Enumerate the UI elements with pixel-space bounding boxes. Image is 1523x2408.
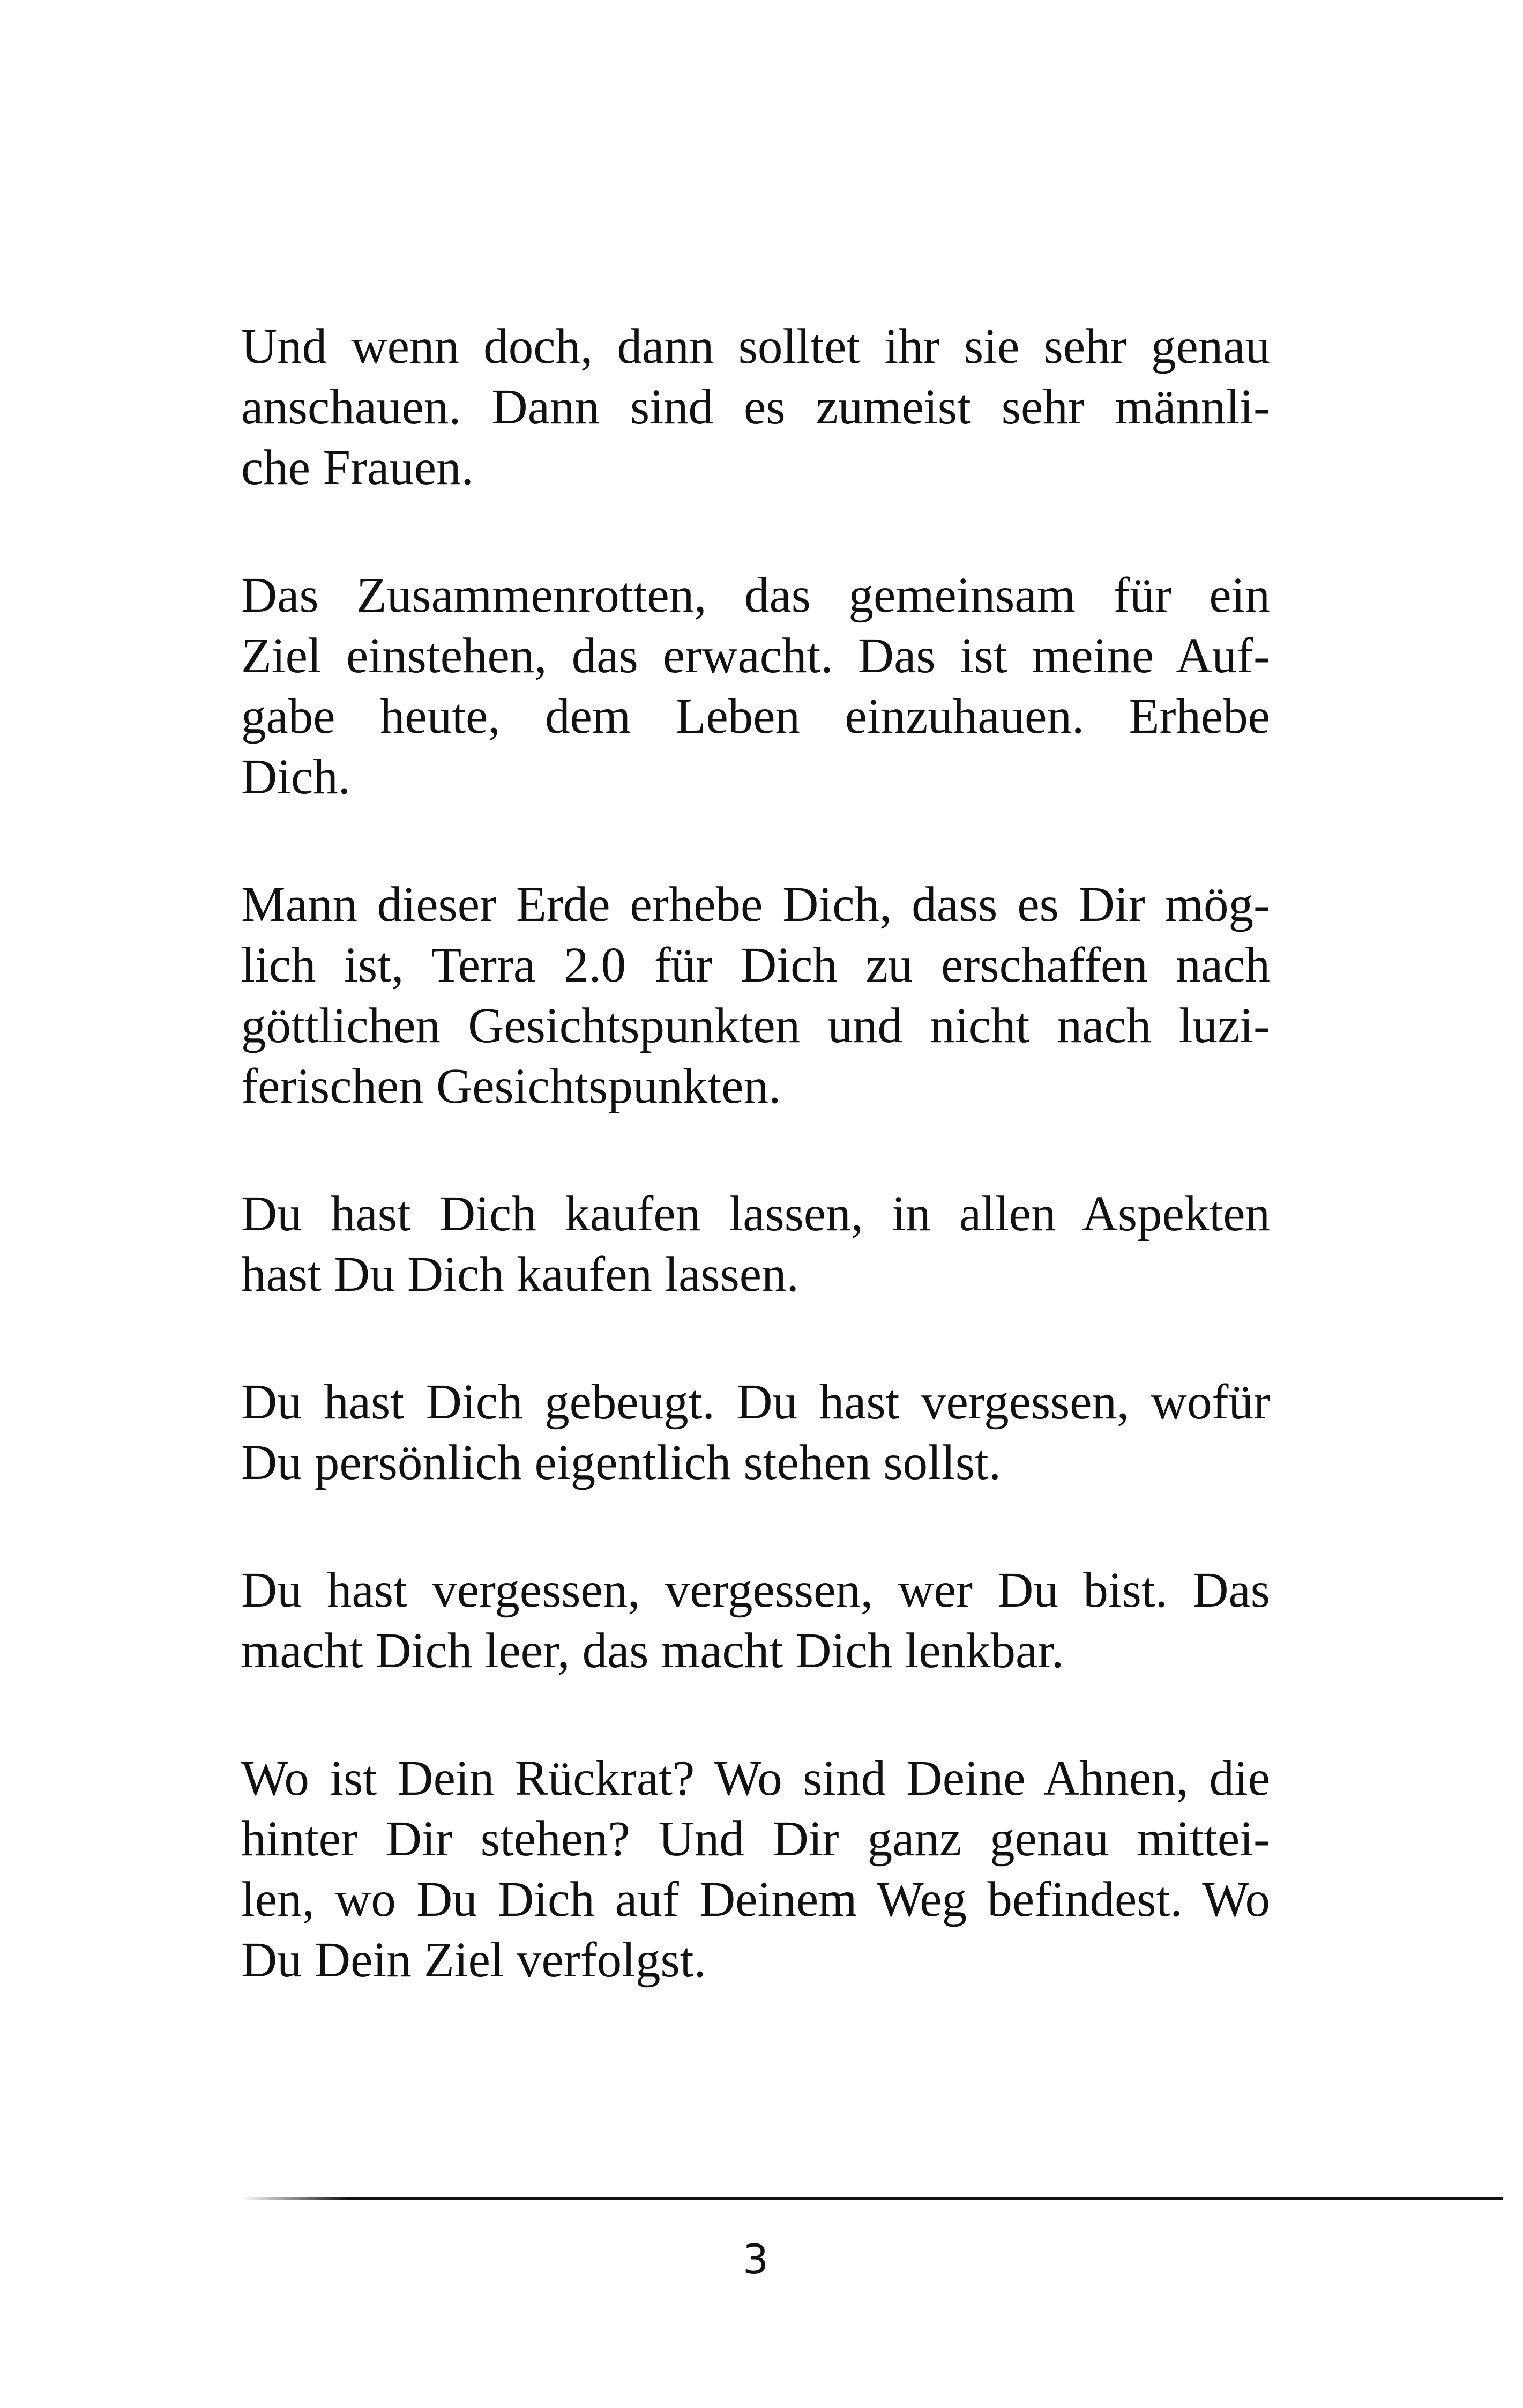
paragraph bbox=[241, 316, 1270, 498]
text-line: che Frauen. bbox=[241, 440, 474, 495]
text-line: anschauen. Dann sind es zumeist sehr männli- bbox=[241, 380, 1270, 435]
paragraph bbox=[241, 1372, 1270, 1493]
text-line: göttlichen Gesichtspunkten und nicht nach luzi- bbox=[241, 998, 1270, 1053]
text-line: macht Dich leer, das macht Dich lenkbar. bbox=[241, 1623, 1064, 1678]
text-line: Du hast Dich gebeugt. Du hast vergessen, wofür bbox=[241, 1374, 1270, 1430]
text-line: Und wenn doch, dann solltet ihr sie sehr genau bbox=[241, 319, 1270, 374]
paragraph bbox=[241, 1184, 1270, 1305]
text-line: ferischen Gesichtspunkten. bbox=[241, 1059, 781, 1114]
text-line: hast Du Dich kaufen lassen. bbox=[241, 1247, 799, 1302]
footer-divider bbox=[241, 2197, 1503, 2200]
paragraph bbox=[241, 1560, 1270, 1681]
text-line: Das Zusammenrotten, das gemeinsam für ein bbox=[241, 568, 1270, 623]
page-number: 3 bbox=[742, 2235, 769, 2283]
text-line: Du Dein Ziel verfolgst. bbox=[241, 1933, 706, 1988]
text-line: Wo ist Dein Rückrat? Wo sind Deine Ahnen, die bbox=[241, 1751, 1270, 1806]
text-line: Mann dieser Erde erhebe Dich, dass es Dir mög- bbox=[241, 877, 1270, 932]
text-line: Du hast Dich kaufen lassen, in allen Aspekten bbox=[241, 1186, 1270, 1242]
text-line: Dich. bbox=[241, 749, 351, 805]
paragraph bbox=[241, 565, 1270, 807]
text-line: hinter Dir stehen? Und Dir ganz genau mittei- bbox=[241, 1811, 1270, 1867]
body-text bbox=[241, 316, 1270, 2057]
text-line: Du persönlich eigentlich stehen sollst. bbox=[241, 1435, 1001, 1490]
paragraph bbox=[241, 1748, 1270, 1990]
text-line: lich ist, Terra 2.0 für Dich zu erschaffen nach bbox=[241, 938, 1270, 993]
paragraph bbox=[241, 874, 1270, 1117]
text-line: Du hast vergessen, vergessen, wer Du bist. Das bbox=[241, 1563, 1270, 1618]
text-line: len, wo Du Dich auf Deinem Weg befindest. Wo bbox=[241, 1872, 1270, 1927]
text-line: Ziel einstehen, das erwacht. Das ist meine Auf- bbox=[241, 628, 1270, 683]
text-line: gabe heute, dem Leben einzuhauen. Erhebe bbox=[241, 689, 1270, 744]
footer-divider-fade bbox=[241, 2197, 348, 2200]
